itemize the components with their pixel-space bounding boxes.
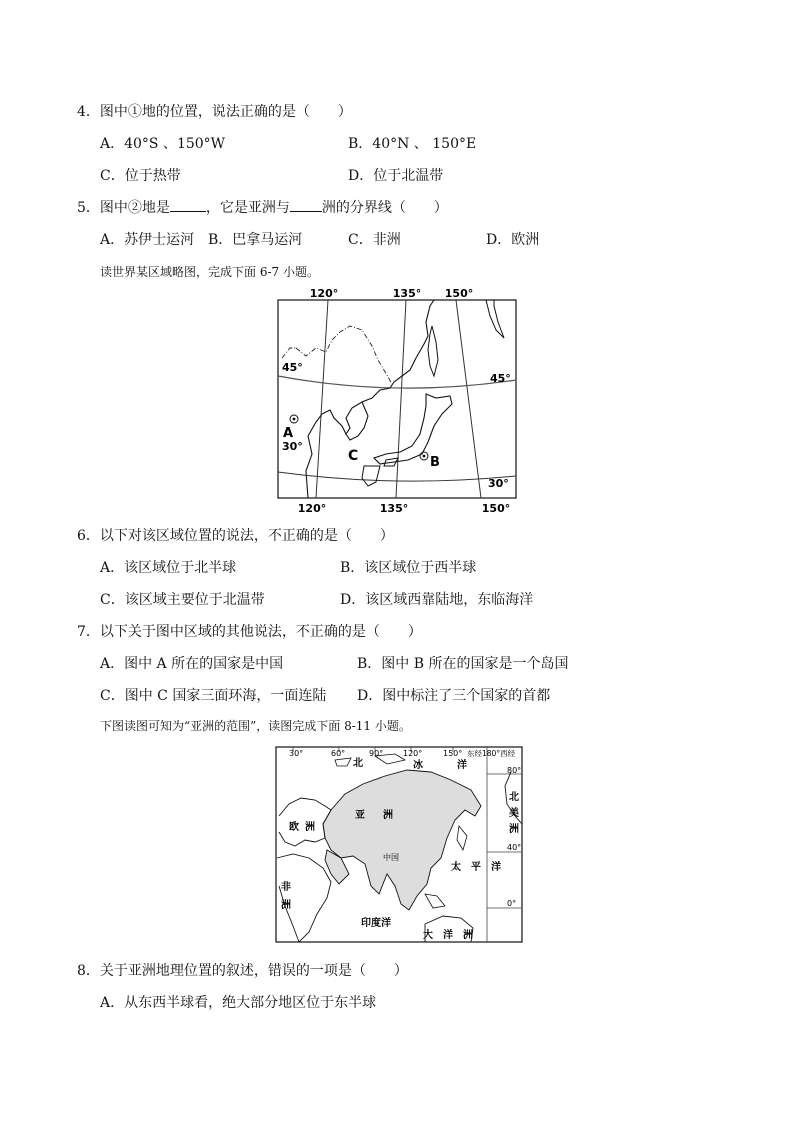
question-5-stem [77, 199, 448, 217]
q6-option-c: C．该区域主要位于北温带 [100, 592, 265, 608]
lat-label-30-right: 30° [488, 477, 509, 490]
lon-label-150-top: 150° [444, 287, 474, 300]
arctic-ocean-label: 洋 [457, 760, 467, 771]
lon-label-135-bottom: 135° [379, 502, 409, 515]
question-7-stem: 7．以下关于图中区域的其他说法，不正确的是（ ） [77, 624, 422, 640]
q5-option-c: C．非洲 [348, 232, 401, 248]
europe-label-2: 洲 [305, 822, 315, 833]
oceania-label: 大 洋 洲 [423, 930, 473, 941]
q4-option-b: B．40°N 、 150°E [348, 136, 477, 152]
lon-label-30: 30° [289, 749, 304, 758]
africa-label-1: 非 [281, 882, 291, 893]
asia-label-2: 洲 [383, 810, 393, 821]
lon-label-120-bottom: 120° [297, 502, 327, 515]
q8-option-a: A．从东西半球看，绝大部分地区位于东半球 [100, 995, 377, 1011]
indian-ocean-label: 印度洋 [361, 918, 391, 929]
instruction-6-7: 读世界某区域略图，完成下面 6-7 小题。 [100, 265, 319, 279]
lat-label-45-left: 45° [282, 361, 303, 374]
lon-label-135-top: 135° [392, 287, 422, 300]
east-west-180-label: 东经180°西经 [467, 749, 516, 758]
instruction-8-11: 下图读图可知为“亚洲的范围”，读图完成下面 8-11 小题。 [100, 719, 411, 733]
question-6-stem: 6．以下对该区域位置的说法，不正确的是（ ） [77, 528, 394, 544]
north-america-label-1: 北 [509, 792, 519, 803]
q5-option-b: B．巴拿马运河 [208, 232, 303, 248]
lon-label-120: 120° [403, 749, 423, 758]
q5-stem-part3: 洲的分界线（ ） [321, 200, 448, 216]
china-label: 中国 [383, 853, 399, 862]
q7-option-c: C．图中 C 国家三面环海，一面连陆 [100, 688, 327, 704]
q5-option-d: D．欧洲 [486, 232, 540, 248]
map-label-b: B [430, 455, 440, 470]
q7-option-a: A．图中 A 所在的国家是中国 [100, 656, 284, 672]
q4-option-d: D．位于北温带 [348, 168, 444, 184]
q4-option-a: A．40°S 、150°W [100, 136, 226, 152]
q6-option-b: B．该区域位于西半球 [340, 560, 477, 576]
question-8-stem: 8．关于亚洲地理位置的叙述，错误的一项是（ ） [77, 963, 408, 979]
q5-stem-part1: 5．图中②地是 [77, 200, 170, 216]
lat-label-30-left: 30° [282, 440, 303, 453]
lon-label-150-bottom: 150° [481, 502, 511, 515]
q6-option-d: D．该区域西靠陆地，东临海洋 [340, 592, 534, 608]
asia-extent-map [275, 746, 523, 944]
lon-label-60: 60° [331, 749, 346, 758]
arctic-ice-label: 冰 [413, 760, 423, 771]
q6-option-a: A．该区域位于北半球 [100, 560, 237, 576]
east-asia-map [276, 286, 520, 516]
north-america-label-2: 美 [509, 808, 519, 819]
pacific-label: 太 平 洋 [451, 862, 501, 873]
q5-stem-part2: ，它是亚洲与 [205, 200, 290, 216]
question-4-stem: 4．图中①地的位置，说法正确的是（ ） [77, 104, 352, 120]
q5-option-a: A．苏伊士运河 [100, 232, 195, 248]
q4-option-c: C．位于热带 [100, 168, 181, 184]
lon-label-150: 150° [443, 749, 463, 758]
lat-label-45-right: 45° [490, 372, 511, 385]
q7-option-d: D．图中标注了三个国家的首都 [357, 688, 551, 704]
lon-label-90: 90° [369, 749, 384, 758]
asia-label-1: 亚 [355, 810, 365, 821]
map-label-a: A [283, 426, 294, 441]
arctic-north-label: 北 [353, 758, 363, 769]
lat-label-80: 80° [507, 766, 522, 775]
answer-blank [290, 199, 322, 212]
answer-blank [170, 199, 206, 212]
africa-label-2: 洲 [281, 900, 291, 911]
north-america-label-3: 洲 [509, 824, 519, 835]
lat-label-40: 40° [507, 843, 522, 852]
lon-label-120-top: 120° [309, 287, 339, 300]
europe-label-1: 欧 [289, 822, 299, 833]
lat-label-0: 0° [507, 899, 517, 908]
q7-option-b: B．图中 B 所在的国家是一个岛国 [357, 656, 569, 672]
map-label-c: C [348, 448, 359, 464]
